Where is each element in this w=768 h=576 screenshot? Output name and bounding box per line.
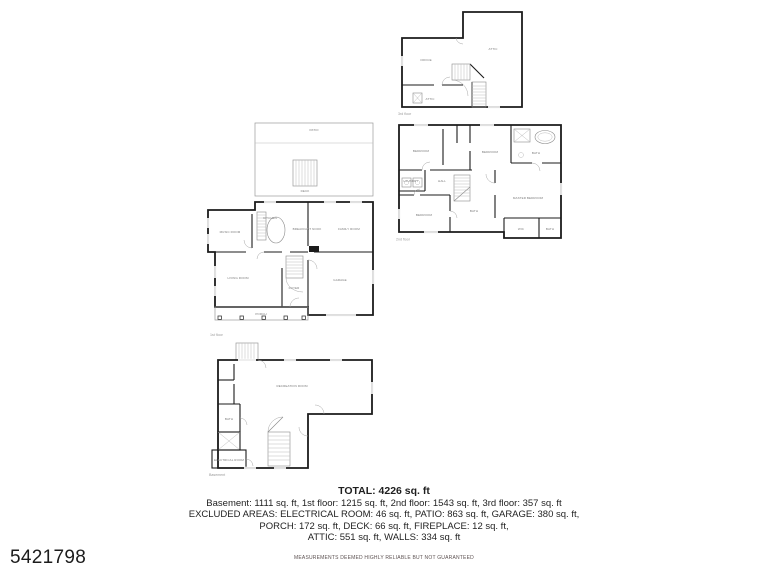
room-label: PATIO — [309, 128, 319, 132]
room-label: FAMILY ROOM — [338, 227, 360, 231]
area-summary — [0, 486, 768, 544]
room-label: BATH — [224, 417, 234, 421]
summary-line: Basement: 1111 sq. ft, 1st floor: 1215 sq. ft, 2nd floor: 1543 sq. ft, 3rd floor: 357 sq. ft — [206, 497, 562, 509]
room-label: BREAKFAST NOOK — [292, 227, 322, 231]
disclaimer-text: MEASUREMENTS DEEMED HIGHLY RELIABLE BUT NOT GUARANTEED — [294, 555, 474, 561]
deck-stairs — [293, 160, 317, 186]
fireplace — [309, 246, 319, 252]
second-floor-outline — [399, 125, 561, 238]
summary-line: PORCH: 172 sq. ft, DECK: 66 sq. ft, FIREPLACE: 12 sq. ft, — [259, 520, 509, 532]
room-label: MASTER BEDROOM — [512, 196, 544, 200]
room-label: BATH — [531, 151, 541, 155]
room-label: ATTIC — [488, 47, 498, 51]
basement-outline — [218, 360, 372, 468]
room-label: BATH — [545, 227, 555, 231]
floor-caption: Basement — [209, 473, 226, 477]
room-label: ATTIC — [425, 97, 435, 101]
room-label: WIC — [517, 227, 525, 231]
room-label: BEDROOM — [415, 213, 433, 217]
exterior-stairs — [236, 343, 258, 360]
floor-caption: 1st floor — [210, 333, 223, 337]
room-label: ELECTRICAL ROOM — [213, 458, 245, 462]
room-label: OFFICE — [420, 58, 432, 62]
summary-line: ATTIC: 551 sq. ft, WALLS: 334 sq. ft — [307, 532, 461, 543]
room-label: BATH — [469, 209, 479, 213]
floor-caption: 2nd floor — [396, 237, 410, 241]
third-floor-plan — [396, 8, 526, 116]
room-label: PORCH — [255, 312, 267, 316]
room-label: RECREATION ROOM — [276, 384, 308, 388]
room-label: LIVING ROOM — [227, 276, 249, 280]
floor-caption: 3rd floor — [398, 112, 412, 116]
room-label: KITCHEN — [263, 216, 277, 220]
listing-id: 5421798 — [10, 547, 87, 568]
room-label: DECK — [300, 189, 310, 193]
room-label: GARAGE — [333, 278, 347, 282]
room-label: BEDROOM — [481, 150, 499, 154]
first-floor-outline — [208, 202, 373, 315]
room-label: MUSIC ROOM — [219, 230, 241, 234]
total-area: TOTAL: 4226 sq. ft — [338, 485, 430, 497]
room-label: LAUNDRY — [403, 179, 419, 183]
summary-line: EXCLUDED AREAS: ELECTRICAL ROOM: 46 sq. ft, PATIO: 863 sq. ft, GARAGE: 380 sq. ft, — [188, 509, 580, 520]
basement-floor-plan — [204, 340, 378, 478]
room-label: BEDROOM — [412, 149, 430, 153]
room-label: HALL — [438, 179, 446, 183]
second-floor-plan — [394, 123, 564, 241]
first-floor-plan — [206, 120, 392, 338]
room-label: FOYER — [288, 286, 300, 290]
